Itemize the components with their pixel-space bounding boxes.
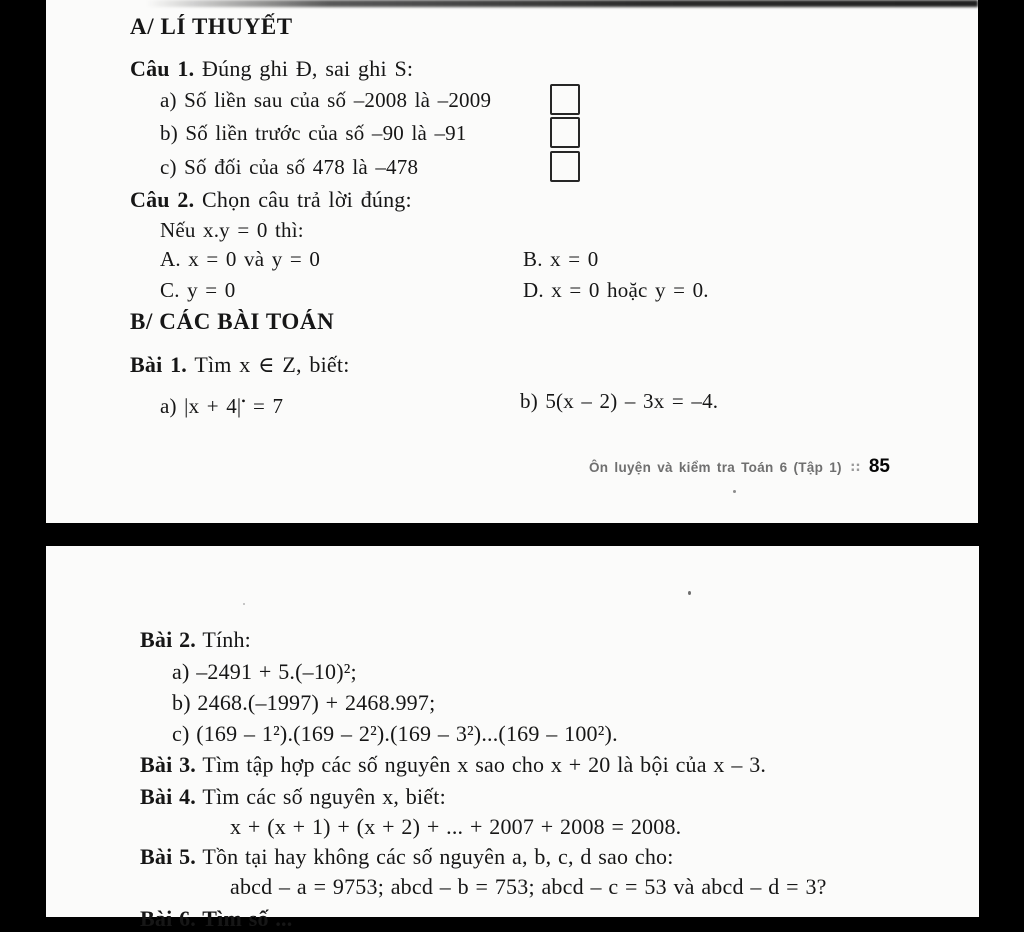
scan-speck bbox=[688, 591, 691, 595]
bai2-title bbox=[140, 626, 251, 653]
cau2-text: Chọn câu trả lời đúng: bbox=[202, 187, 412, 212]
page-scan-bottom bbox=[46, 546, 979, 931]
page-scan-top bbox=[46, 0, 978, 523]
bai2-item-a: a) –2491 + 5.(–10)²; bbox=[172, 659, 357, 684]
bai3-title bbox=[140, 751, 766, 778]
answer-checkbox-b bbox=[550, 117, 580, 148]
bai3-text: Tìm tập hợp các số nguyên x sao cho x + 20 là bội của x – 3. bbox=[202, 752, 767, 777]
bai1-part-a-superscript: • bbox=[241, 394, 246, 408]
cau2-option-d: D. x = 0 hoặc y = 0. bbox=[523, 278, 709, 302]
bai1-part-a bbox=[160, 388, 283, 419]
cutoff-line: Bài 6. Tìm số ... bbox=[140, 906, 293, 931]
bai2-text: Tính: bbox=[202, 627, 251, 652]
cau1-item-b: b) Số liền trước của số –90 là –91 bbox=[160, 121, 467, 145]
section-b-heading: B/ CÁC BÀI TOÁN bbox=[130, 309, 335, 334]
footer-book-title: Ôn luyện và kiểm tra Toán 6 (Tập 1) bbox=[589, 460, 842, 475]
bai5-equation: abcd – a = 9753; abcd – b = 753; abcd – c = 53 và abcd – d = 3? bbox=[230, 874, 827, 899]
cau1-label: Câu 1. bbox=[130, 56, 195, 81]
page-footer bbox=[589, 456, 890, 478]
bai1-part-a-main: a) |x + 4| bbox=[160, 394, 242, 418]
bai4-label: Bài 4. bbox=[140, 784, 196, 809]
bai5-text: Tồn tại hay không các số nguyên a, b, c, d sao cho: bbox=[202, 844, 674, 869]
answer-checkbox-a bbox=[550, 84, 580, 115]
scan-speck bbox=[733, 490, 736, 493]
cau2-option-c: C. y = 0 bbox=[160, 278, 236, 302]
bai3-label: Bài 3. bbox=[140, 752, 196, 777]
bai2-label: Bài 2. bbox=[140, 627, 196, 652]
answer-checkbox-c bbox=[550, 151, 580, 182]
bai5-title bbox=[140, 843, 674, 870]
cau1-item-c: c) Số đối của số 478 là –478 bbox=[160, 155, 419, 179]
section-a-heading: A/ LÍ THUYẾT bbox=[130, 14, 293, 39]
bai1-part-b: b) 5(x – 2) – 3x = –4. bbox=[520, 389, 719, 413]
bai4-text: Tìm các số nguyên x, biết: bbox=[202, 784, 446, 809]
cau2-option-a: A. x = 0 và y = 0 bbox=[160, 247, 321, 271]
publisher-logo-icon: ∷ bbox=[850, 460, 860, 475]
bai2-item-b: b) 2468.(–1997) + 2468.997; bbox=[172, 690, 436, 715]
cau2-label: Câu 2. bbox=[130, 187, 195, 212]
bai2-item-c: c) (169 – 1²).(169 – 2²).(169 – 3²)...(169 – 100²). bbox=[172, 721, 618, 746]
cau2-option-b: B. x = 0 bbox=[523, 247, 599, 271]
cau1-title bbox=[130, 56, 413, 82]
bai4-title bbox=[140, 783, 446, 810]
bai1-title bbox=[130, 352, 350, 378]
scan-divider-band bbox=[0, 523, 1024, 546]
cau1-text: Đúng ghi Đ, sai ghi S: bbox=[202, 56, 414, 81]
scan-edge-smudge bbox=[146, 0, 978, 7]
cau2-premise: Nếu x.y = 0 thì: bbox=[160, 218, 304, 242]
scan-speck bbox=[243, 603, 245, 605]
cau1-item-a: a) Số liền sau của số –2008 là –2009 bbox=[160, 88, 492, 112]
page-number: 85 bbox=[868, 456, 890, 477]
bai1-text: Tìm x ∈ Z, biết: bbox=[194, 352, 350, 377]
bai1-label: Bài 1. bbox=[130, 352, 187, 377]
bai1-part-a-rest: = 7 bbox=[245, 394, 284, 418]
bai4-equation: x + (x + 1) + (x + 2) + ... + 2007 + 2008 = 2008. bbox=[230, 814, 682, 839]
bai5-label: Bài 5. bbox=[140, 844, 196, 869]
cau2-title bbox=[130, 187, 412, 213]
